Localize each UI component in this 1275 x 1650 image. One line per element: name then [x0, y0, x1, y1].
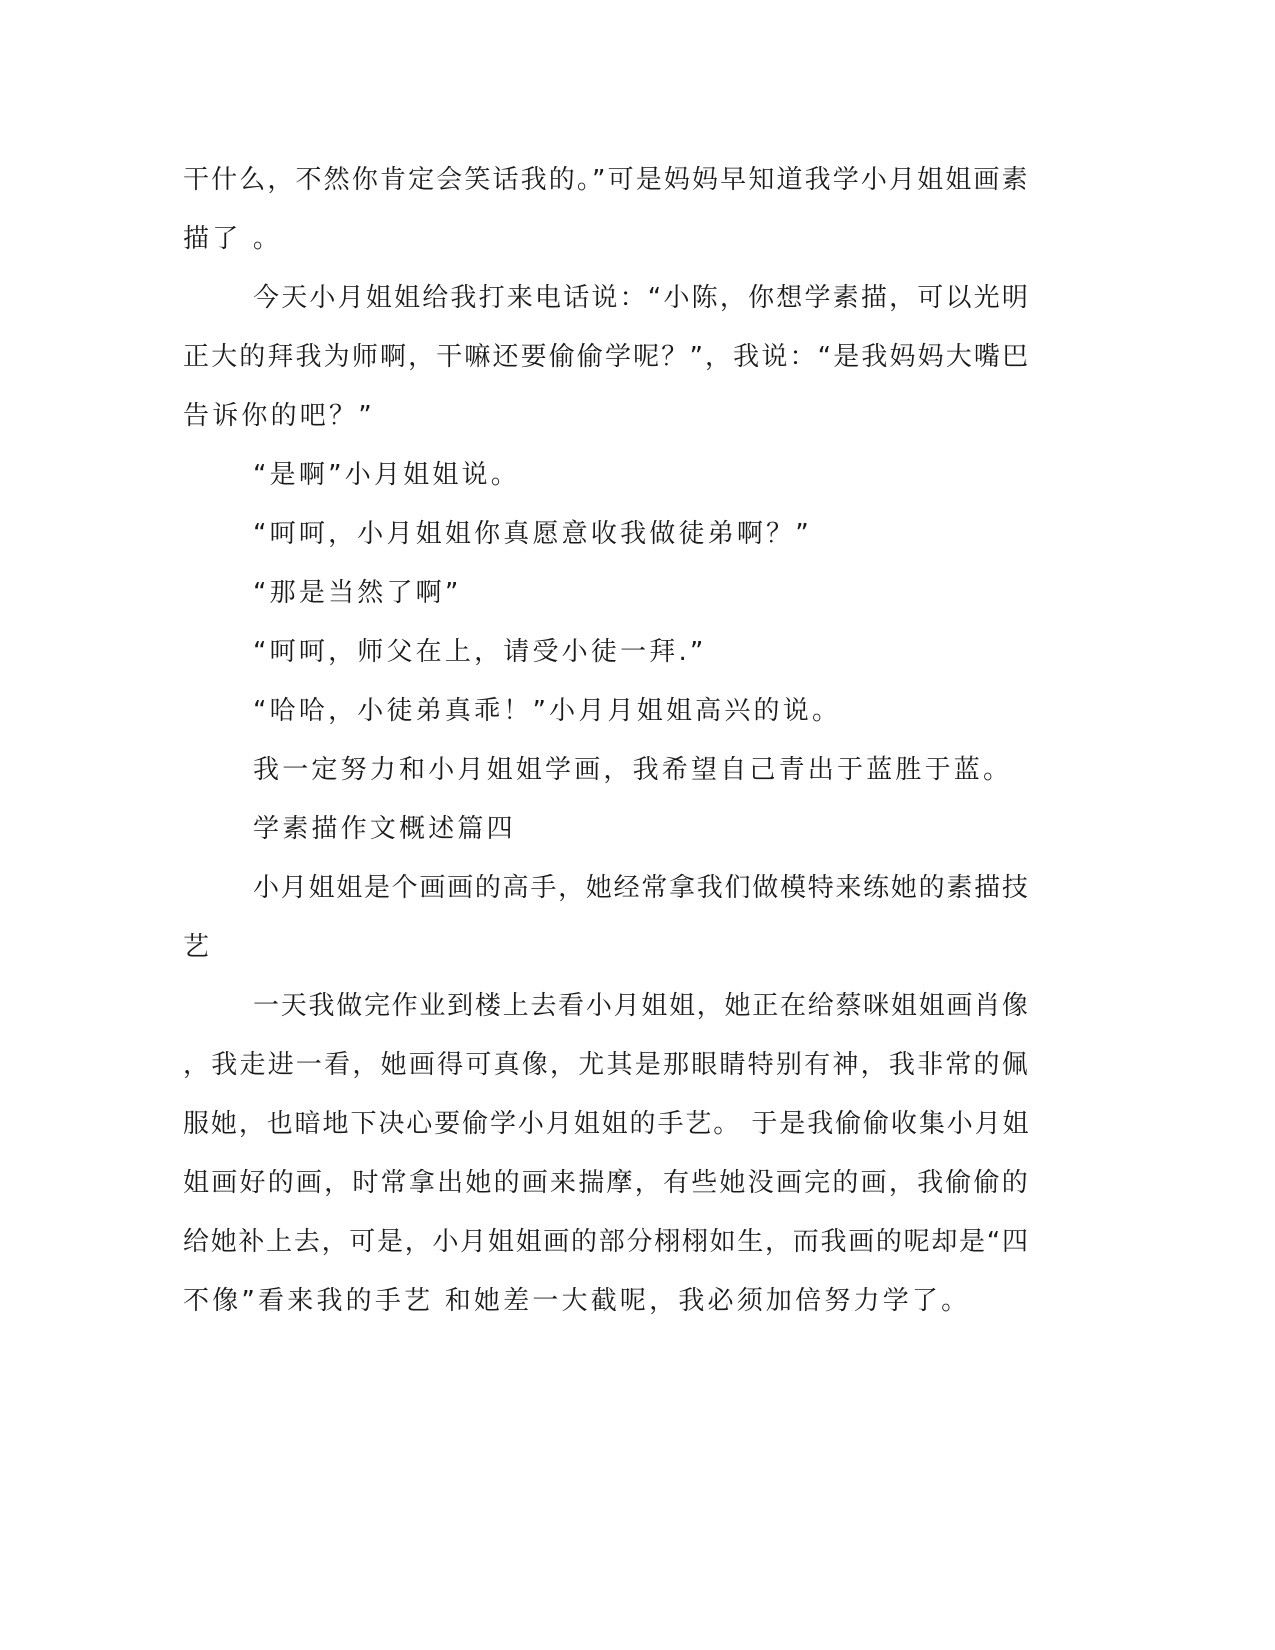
text-line: 正大的拜我为师啊，干嘛还要偷偷学呢？”，我说：“是我妈妈大嘴巴: [183, 342, 1031, 372]
dialogue-line: “那是当然了啊”: [253, 578, 462, 608]
paragraph-start: 今天小月姐姐给我打来电话说：“小陈，你想学素描，可以光明: [253, 283, 1031, 313]
dialogue-line: “哈哈，小徒弟真乖！”小月月姐姐高兴的说。: [253, 696, 842, 726]
text-line: 姐画好的画，时常拿出她的画来揣摩，有些她没画完的画，我偷偷的: [183, 1168, 1031, 1198]
paragraph-start: 小月姐姐是个画画的高手，她经常拿我们做模特来练她的素描技: [253, 873, 1030, 903]
text-line: 描了 。: [183, 224, 283, 254]
text-line: 服她，也暗地下决心要偷学小月姐姐的手艺。 于是我偷偷收集小月姐: [183, 1109, 1031, 1139]
dialogue-line: “呵呵，小月姐姐你真愿意收我做徒弟啊？”: [253, 519, 812, 549]
text-line: 给她补上去，可是，小月姐姐画的部分栩栩如生，而我画的呢却是“四: [183, 1227, 1030, 1257]
text-line: 艺: [183, 932, 213, 962]
dialogue-line: “是啊”小月姐姐说。: [253, 460, 520, 490]
paragraph-start: 一天我做完作业到楼上去看小月姐姐，她正在给蔡咪姐姐画肖像: [253, 991, 1030, 1021]
section-heading: 学素描作文概述篇四: [253, 814, 516, 844]
text-line: 干什么，不然你肯定会笑话我的。”可是妈妈早知道我学小月姐姐画素: [183, 165, 1030, 195]
dialogue-line: “呵呵，师父在上，请受小徒一拜.”: [253, 637, 707, 667]
text-line: ，我走进一看，她画得可真像，尤其是那眼睛特别有神，我非常的佩: [183, 1050, 1031, 1080]
paragraph-start: 我一定努力和小月姐姐学画，我希望自己青出于蓝胜于蓝。: [253, 755, 1013, 785]
text-line: 告诉你的吧？”: [183, 401, 375, 431]
text-line: 不像”看来我的手艺 和她差一大截呢，我必须加倍努力学了。: [183, 1286, 971, 1316]
